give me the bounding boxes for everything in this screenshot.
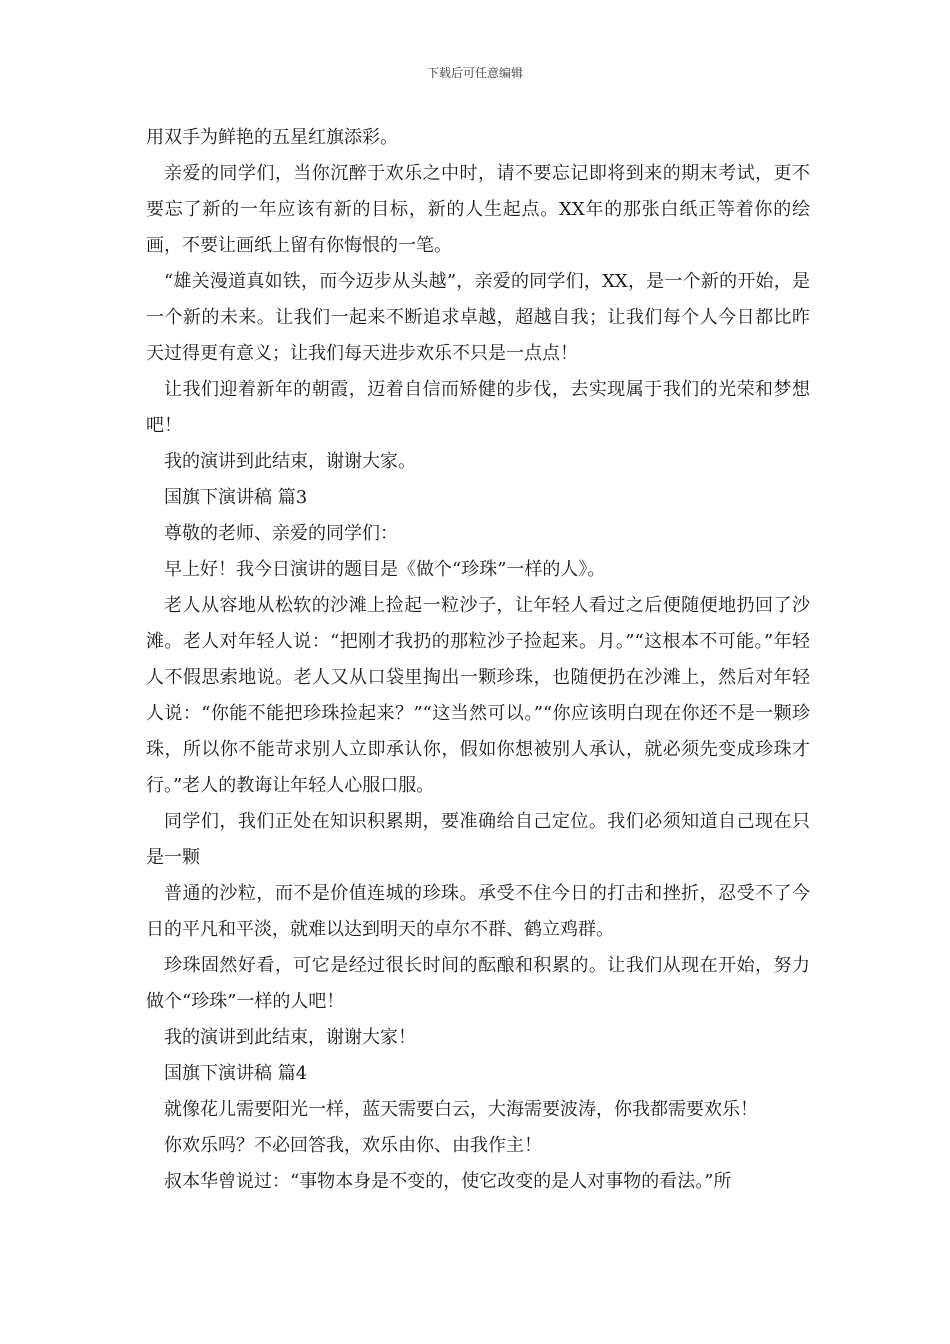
section-heading: 国旗下演讲稿 篇3	[164, 487, 308, 508]
paragraph: 用双手为鲜艳的五星红旗添彩。	[146, 127, 398, 148]
section-heading: 国旗下演讲稿 篇4	[164, 1063, 308, 1084]
paragraph: 你欢乐吗？不必回答我，欢乐由你、由我作主！	[164, 1135, 542, 1156]
document-body	[146, 120, 810, 1200]
salutation: 尊敬的老师、亲爱的同学们：	[164, 523, 398, 544]
paragraph: 早上好！我今日演讲的题目是《做个“珍珠”一样的人》。	[164, 559, 606, 580]
paragraph: 就像花儿需要阳光一样，蓝天需要白云，大海需要波涛，你我都需要欢乐！	[164, 1099, 758, 1120]
paragraph: 同学们，我们正处在知识积累期，要准确给自己定位。我们必须知道自己现在只是一颗	[146, 811, 810, 868]
page-header: 下载后可任意编辑	[426, 66, 523, 80]
paragraph: 亲爱的同学们，当你沉醉于欢乐之中时，请不要忘记即将到来的期末考试，更不要忘了新的一年应该有新的目标，新的人生起点。XX年的那张白纸正等着你的绘画，不要让画纸上留有你悔恨的一笔。	[146, 163, 810, 256]
paragraph: 叔本华曾说过：“事物本身是不变的，使它改变的是人对事物的看法。”所	[164, 1171, 732, 1192]
paragraph: 珍珠固然好看，可它是经过很长时间的酝酿和积累的。让我们从现在开始，努力做个“珍珠”一样的人吧！	[146, 955, 810, 1012]
paragraph: “雄关漫道真如铁，而今迈步从头越”，亲爱的同学们，XX，是一个新的开始，是一个新的未来。让我们一起来不断追求卓越，超越自我；让我们每个人今日都比昨天过得更有意义；让我们每天进步欢乐不只是一点点！	[146, 271, 810, 364]
paragraph: 我的演讲到此结束，谢谢大家。	[164, 451, 416, 472]
paragraph: 老人从容地从松软的沙滩上捡起一粒沙子，让年轻人看过之后便随便地扔回了沙滩。老人对年轻人说：“把刚才我扔的那粒沙子捡起来。月。”“这根本不可能。”年轻人不假思索地说。老人又从口袋里掏出一颗珍珠，也随便扔在沙滩上，然后对年轻人说：“你能不能把珍珠捡起来？”“这当然可以。”“你应该明白现在你还不是一颗珍珠，所以你不能苛求别人立即承认你，假如你想被别人承认，就必须先变成珍珠才行。”老人的教诲让年轻人心服口服。	[146, 595, 810, 796]
paragraph: 让我们迎着新年的朝霞，迈着自信而矫健的步伐，去实现属于我们的光荣和梦想吧！	[146, 379, 810, 436]
paragraph: 普通的沙粒，而不是价值连城的珍珠。承受不住今日的打击和挫折，忍受不了今日的平凡和平淡，就难以达到明天的卓尔不群、鹤立鸡群。	[146, 883, 810, 940]
paragraph: 我的演讲到此结束，谢谢大家！	[164, 1027, 416, 1048]
